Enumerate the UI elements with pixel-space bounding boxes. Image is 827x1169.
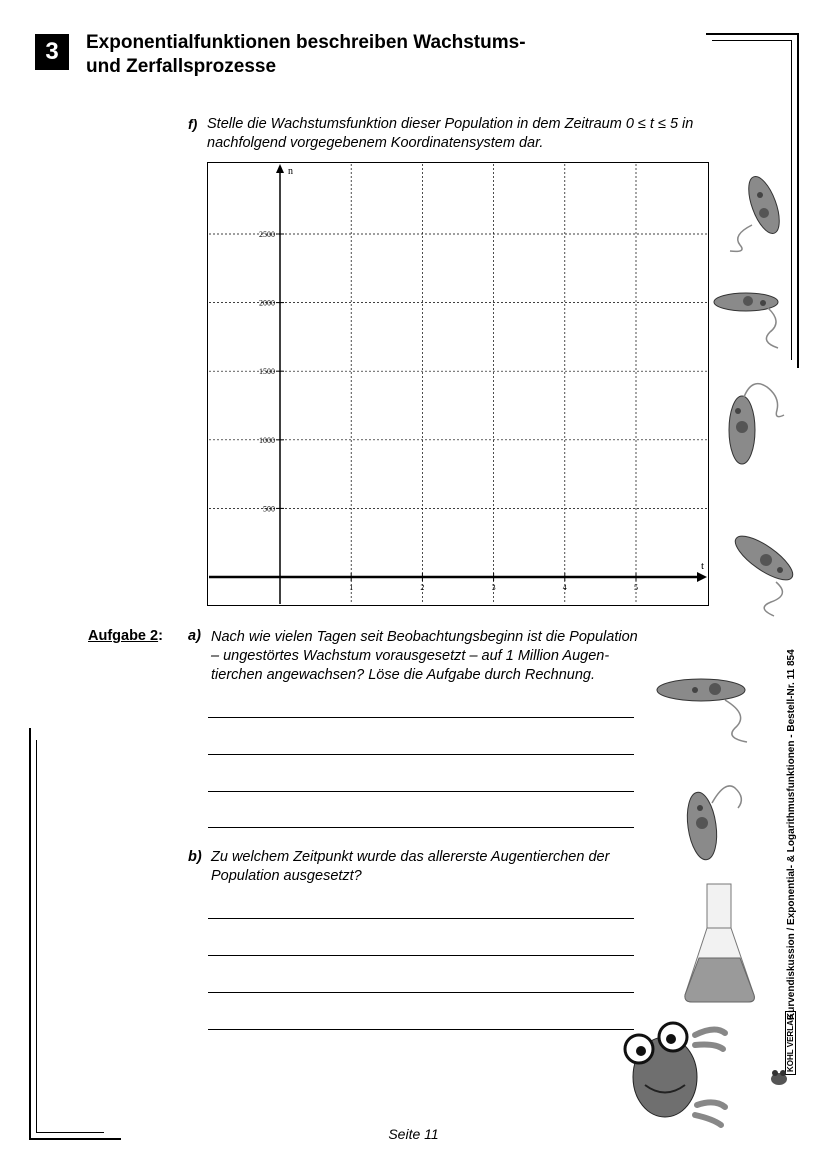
aufgabe-2-label (88, 628, 163, 644)
page-title (86, 31, 606, 79)
euglena-illustration (655, 670, 755, 750)
y-tick-label: 1500 (259, 367, 275, 377)
frame-top-line (706, 33, 798, 35)
task-b-text (211, 848, 641, 886)
page-number: Seite 11 (388, 1126, 439, 1142)
task-a-text (211, 628, 661, 685)
task-b-line2: Population ausgesetzt? (211, 868, 362, 884)
x-axis-label: t (700, 560, 704, 572)
y-tick-label: 2500 (259, 230, 275, 239)
answer-line[interactable] (208, 717, 634, 718)
answer-line[interactable] (208, 754, 634, 755)
aufgabe-2-colon: : (158, 628, 163, 644)
y-tick-label: 500 (263, 504, 275, 514)
frame-left-line-inner (36, 740, 37, 1133)
euglena-illustration (726, 520, 798, 620)
task-f-line2: nachfolgend vorgegebenem Koordinatensystem dar. (207, 135, 544, 151)
euglena-illustration (708, 282, 788, 352)
frame-right-line (797, 33, 799, 368)
x-tick-label: 5 (634, 583, 638, 592)
frog-logo-icon (768, 1066, 790, 1088)
euglena-illustration (722, 375, 792, 475)
frame-top-line-inner (712, 40, 792, 41)
chart-frame (208, 163, 709, 606)
publisher-logo: KOHL VERLAG (785, 1011, 796, 1075)
task-a-line2: – ungestörtes Wachstum vorausgesetzt – auf 1 Million Augen- (211, 648, 610, 664)
answer-line[interactable] (208, 827, 634, 828)
task-a-line1: Nach wie vielen Tagen seit Beobachtungsbeginn ist die Population (211, 629, 638, 645)
y-tick-label: 1000 (259, 435, 275, 445)
task-f-line1: Stelle die Wachstumsfunktion dieser Population in dem Zeitraum 0 ≤ t ≤ 5 in (207, 116, 694, 132)
frame-right-line-inner (791, 40, 792, 360)
answer-line[interactable] (208, 918, 634, 919)
coordinate-system (207, 162, 709, 606)
euglena-illustration (722, 165, 782, 255)
page-title-line1: Exponentialfunktionen beschreiben Wachstums- (86, 32, 526, 53)
task-f-text (207, 115, 747, 153)
task-a-letter: a) (188, 628, 201, 644)
task-b-letter: b) (188, 849, 202, 865)
chapter-number-badge: 3 (35, 34, 69, 70)
euglena-illustration (680, 778, 750, 873)
x-tick-label: 1 (349, 583, 354, 592)
answer-line[interactable] (208, 992, 634, 993)
answer-line[interactable] (208, 791, 634, 792)
x-tick-label: 3 (491, 583, 496, 592)
task-a-line3: tierchen angewachsen? Löse die Aufgabe durch Rechnung. (211, 667, 595, 683)
answer-line[interactable] (208, 955, 634, 956)
aufgabe-2-label-text: Aufgabe 2 (88, 628, 159, 644)
y-axis-label: n (288, 166, 293, 177)
series-info-text: Kurvendiskussion / Exponential- & Logarithmusfunktionen - Bestell-Nr. 11 854 (786, 649, 797, 1020)
x-tick-label: 2 (420, 583, 425, 592)
task-b-line1: Zu welchem Zeitpunkt wurde das allererste Augentierchen der (211, 849, 610, 865)
frog-mascot-illustration (615, 1015, 735, 1130)
task-f-letter: f) (188, 116, 198, 132)
x-tick-label: 4 (562, 583, 567, 592)
answer-line[interactable] (208, 1029, 634, 1030)
frame-left-line (29, 728, 31, 1140)
page-title-line2: und Zerfallsprozesse (86, 56, 277, 77)
y-tick-label: 2000 (259, 298, 275, 308)
flask-illustration (680, 880, 760, 1008)
